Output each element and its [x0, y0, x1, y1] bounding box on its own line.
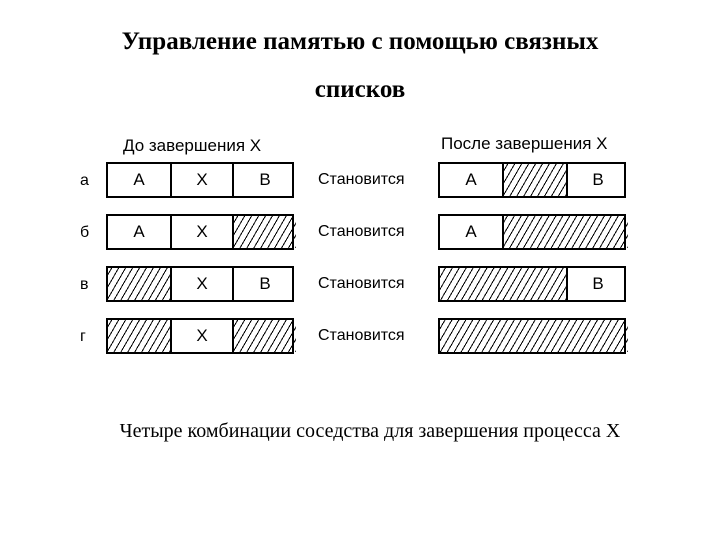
process-segment: A: [133, 222, 145, 241]
free-hole: [108, 320, 170, 352]
free-hole: [440, 320, 628, 352]
free-hole: [232, 320, 296, 352]
row-label: в: [80, 276, 89, 293]
free-hole: [502, 164, 566, 196]
becomes-label: Становится: [318, 327, 405, 344]
memory-before-row-2: [106, 214, 294, 250]
process-segment: B: [232, 164, 296, 196]
row-label: г: [80, 328, 86, 345]
memory-after-row-2: [438, 214, 626, 250]
header-before: До завершения X: [123, 136, 262, 155]
free-hole: [502, 216, 628, 248]
slide-title-line-1: Управление памятью с помощью связных: [121, 28, 599, 55]
process-segment: B: [566, 164, 628, 196]
process-segment: B: [566, 268, 628, 300]
memory-before-row-4: [106, 318, 294, 354]
memory-after-row-3: [438, 266, 626, 302]
memory-before-row-1: [106, 162, 294, 198]
free-hole: [440, 268, 566, 300]
process-segment: A: [465, 222, 477, 241]
row-label: а: [80, 172, 89, 189]
caption: Четыре комбинации соседства для завершения процесса X: [119, 420, 621, 442]
header-after: После завершения X: [441, 134, 608, 153]
becomes-label: Становится: [318, 171, 405, 188]
free-hole: [232, 216, 296, 248]
process-segment: X: [170, 320, 232, 352]
memory-after-row-4: [438, 318, 626, 354]
free-hole: [108, 268, 170, 300]
process-segment: A: [465, 170, 477, 189]
row-label: б: [80, 224, 90, 241]
slide-title-line-2: списков: [314, 76, 406, 103]
becomes-label: Становится: [318, 275, 405, 292]
process-segment: X: [170, 216, 232, 248]
process-segment: A: [133, 170, 145, 189]
process-segment: B: [232, 268, 296, 300]
process-segment: X: [170, 268, 232, 300]
process-segment: X: [170, 164, 232, 196]
memory-after-row-1: [438, 162, 626, 198]
memory-before-row-3: [106, 266, 294, 302]
becomes-label: Становится: [318, 223, 405, 240]
